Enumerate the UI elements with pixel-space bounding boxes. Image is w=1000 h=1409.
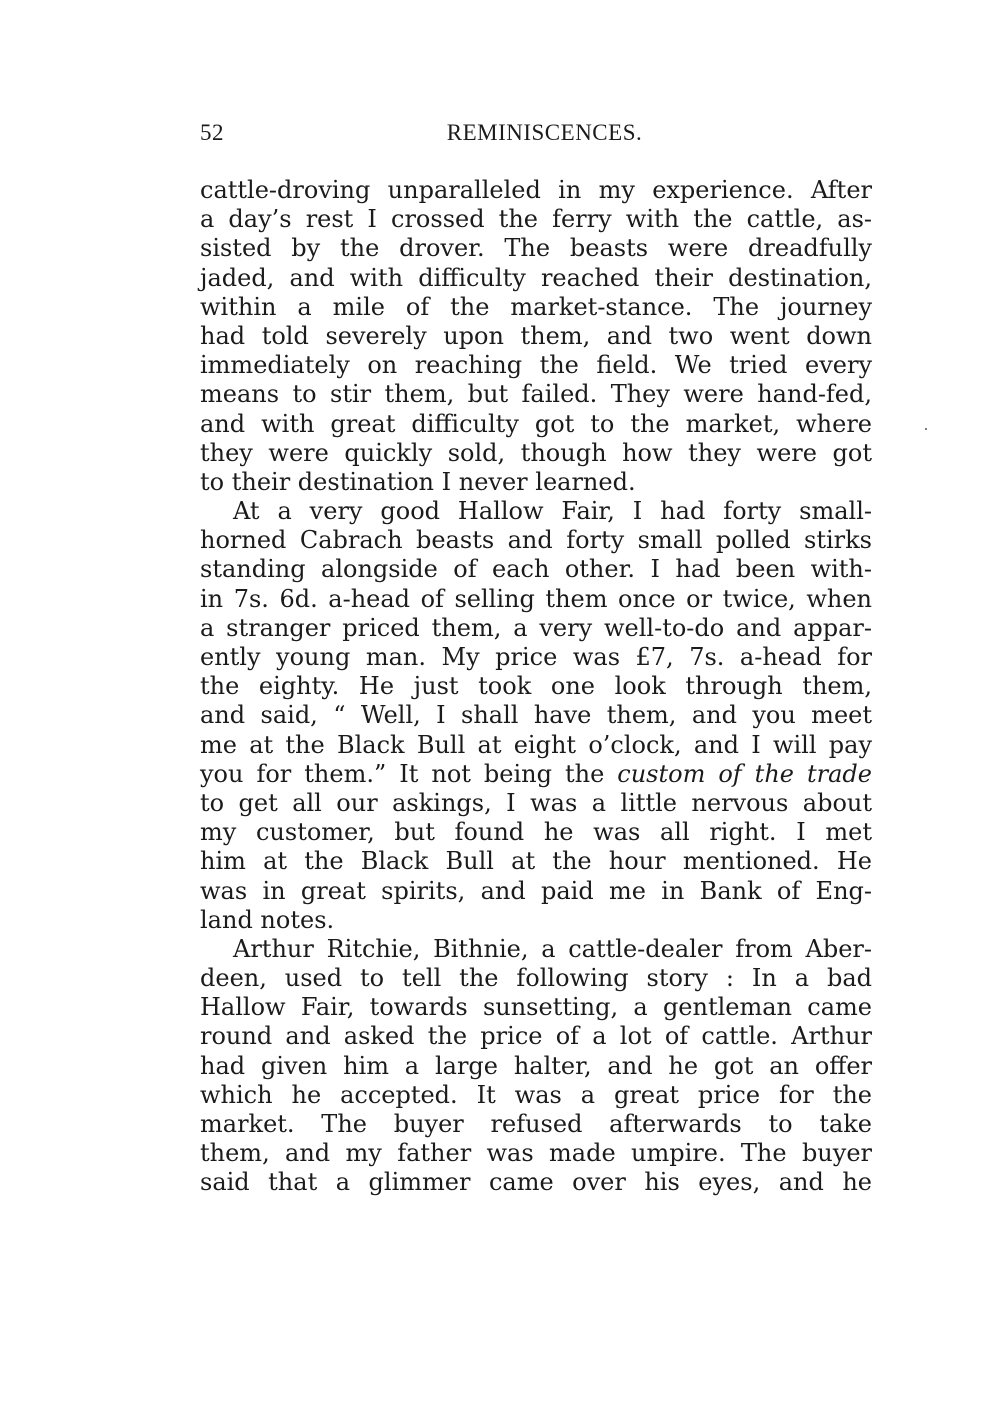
text-line: sisted by the drover. The beasts were dreadfully [200,234,872,263]
text-line: means to stir them, but failed. They were hand-fed, [200,380,872,409]
italic-phrase: custom of the trade [617,759,872,788]
text-line: market. The buyer refused afterwards to take [200,1110,872,1138]
text-line-mixed [200,760,872,789]
text-line: immediately on reaching the field. We tried every [200,351,872,380]
text-line: was in great spirits, and paid me in Bank of Eng- [200,876,872,905]
text-line: in 7s. 6d. a-head of selling them once or twice, when [200,584,872,613]
text-line: cattle-droving unparalleled in my experience. After [200,176,872,204]
text-line: ently young man. My price was £7, 7s. a-head for [200,643,872,671]
text-line: said that a glimmer came over his eyes, and he [200,1168,872,1197]
text-line: and said, “ Well, I shall have them, and you meet [200,701,872,730]
text-line: him at the Black Bull at the hour mentioned. He [200,847,872,876]
text-line: had told severely upon them, and two went down [200,321,872,350]
text-line: round and asked the price of a lot of cattle. Arthur [200,1022,872,1051]
page-number: 52 [200,120,224,145]
text-line: land notes. [200,905,335,934]
text-line: and with great difficulty got to the market, where [200,409,872,438]
body-text [200,176,872,1198]
text-line: within a mile of the market-stance. The journey [200,292,872,321]
text-line: a day’s rest I crossed the ferry with the cattle, as- [200,205,872,234]
text-segment: you for them.” It not being the [200,759,618,788]
paper-speck [925,428,927,430]
running-head [197,120,872,150]
text-line: standing alongside of each other. I had been with- [200,555,872,584]
text-line: Hallow Fair, towards sunsetting, a gentleman came [200,993,872,1022]
text-line: which he accepted. It was a great price for the [200,1080,872,1109]
text-line: a stranger priced them, a very well-to-do and appar- [200,613,872,642]
text-line: jaded, and with difficulty reached their destination, [200,263,872,292]
text-line: At a very good Hallow Fair, I had forty small- [233,497,872,526]
text-line: them, and my father was made umpire. The buyer [200,1139,872,1168]
running-title: REMINISCENCES. [446,120,643,145]
text-line: Arthur Ritchie, Bithnie, a cattle-dealer from Aber- [233,934,872,963]
text-line: the eighty. He just took one look through them, [200,672,872,701]
text-line: my customer, but found he was all right. I met [200,818,872,847]
text-line: deen, used to tell the following story : In a bad [200,964,872,993]
text-line: horned Cabrach beasts and forty small polled stirks [200,526,872,555]
text-line: to their destination I never learned. [200,467,636,496]
text-line: had given him a large halter, and he got an offer [200,1051,872,1080]
text-line: me at the Black Bull at eight o’clock, and I will pay [200,730,872,759]
text-line: they were quickly sold, though how they were got [200,438,872,467]
text-line: to get all our askings, I was a little nervous about [200,788,872,817]
